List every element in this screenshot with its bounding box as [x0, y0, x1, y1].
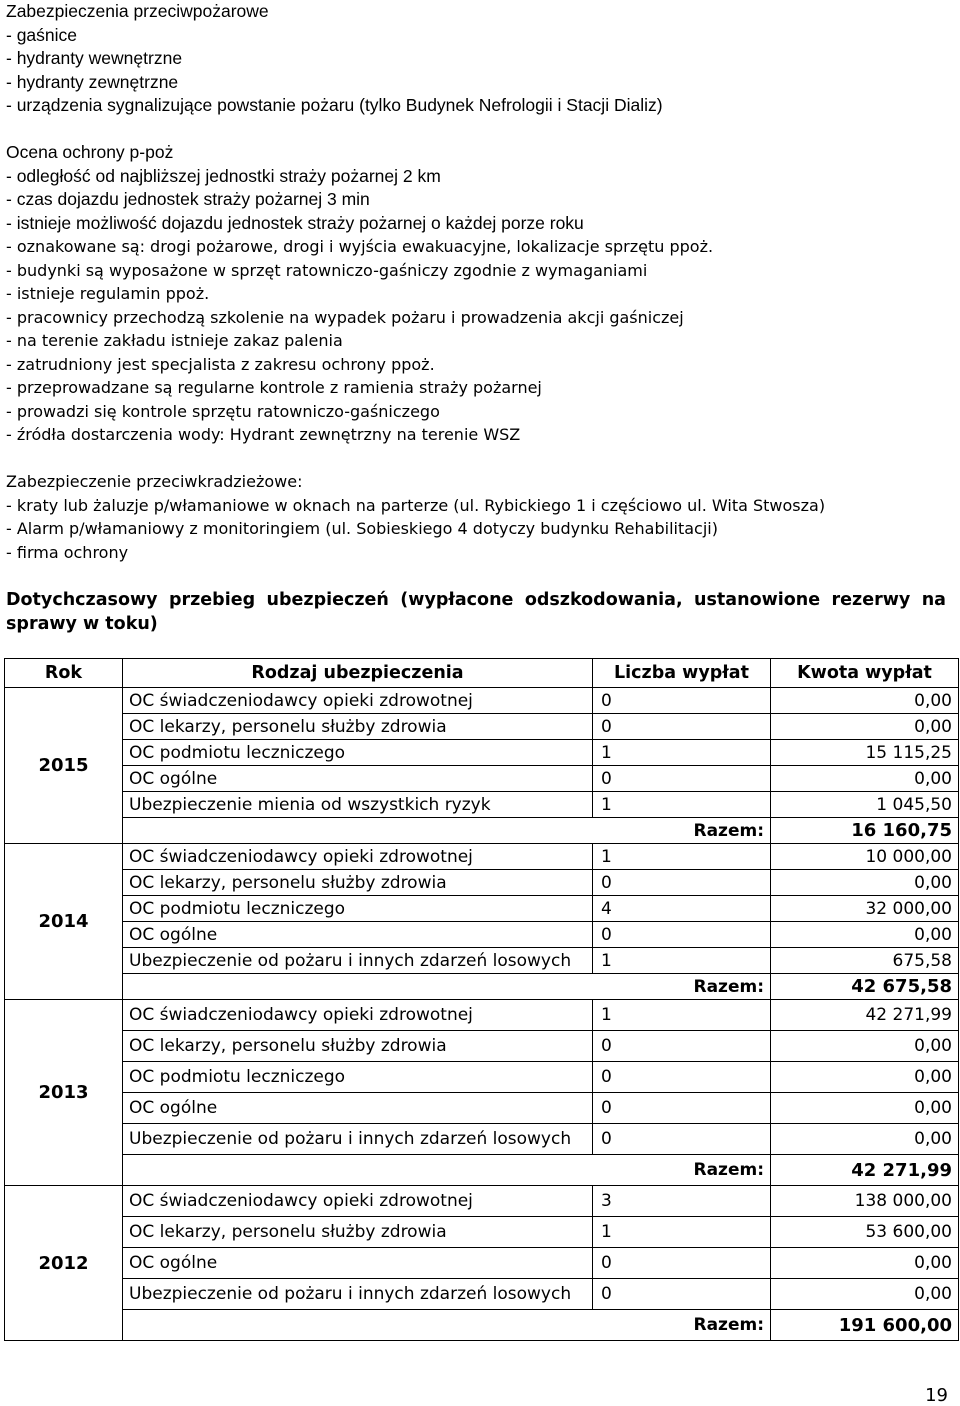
list-item: - firma ochrony	[6, 542, 129, 562]
fire-protection-list	[6, 24, 951, 118]
table-row	[5, 844, 959, 870]
payment-amount-cell: 53 600,00	[771, 1217, 959, 1248]
payment-count-cell: 0	[593, 1093, 771, 1124]
payment-count-cell: 0	[593, 1031, 771, 1062]
total-amount: 42 271,99	[771, 1155, 959, 1186]
table-header-row	[5, 659, 959, 688]
insurance-type-cell: Ubezpieczenie od pożaru i innych zdarzeń losowych	[123, 1279, 593, 1310]
list-item: - czas dojazdu jednostek straży pożarnej 3 min	[6, 189, 370, 209]
total-amount: 191 600,00	[771, 1310, 959, 1341]
payment-amount-cell: 138 000,00	[771, 1186, 959, 1217]
table-row	[5, 740, 959, 766]
total-row	[5, 1310, 959, 1341]
payment-amount-cell: 0,00	[771, 714, 959, 740]
list-item: - kraty lub żaluzje p/włamaniowe w oknach na parterze (ul. Rybickiego 1 i częściowo ul. Wita Stwosza)	[6, 495, 826, 515]
year-cell: 2013	[5, 1000, 123, 1186]
payment-count-cell: 0	[593, 1248, 771, 1279]
payment-count-cell: 3	[593, 1186, 771, 1217]
year-cell: 2015	[5, 688, 123, 844]
year-cell: 2014	[5, 844, 123, 1000]
total-row	[5, 1155, 959, 1186]
table-row	[5, 792, 959, 818]
payment-amount-cell: 0,00	[771, 1124, 959, 1155]
list-item: - istnieje możliwość dojazdu jednostek straży pożarnej o każdej porze roku	[6, 212, 584, 233]
list-item: - gaśnice	[6, 24, 78, 45]
total-label: Razem:	[123, 974, 771, 1000]
table-row	[5, 1186, 959, 1217]
table-row	[5, 1093, 959, 1124]
payment-amount-cell: 0,00	[771, 1031, 959, 1062]
table-row	[5, 1248, 959, 1279]
table-row	[5, 1279, 959, 1310]
payment-count-cell: 1	[593, 1217, 771, 1248]
table-row	[5, 1000, 959, 1031]
fire-protection-title: Zabezpieczenia przeciwpożarowe	[6, 1, 269, 21]
list-item: - hydranty zewnętrzne	[6, 71, 179, 92]
payment-count-cell: 4	[593, 896, 771, 922]
payment-count-cell: 0	[593, 688, 771, 714]
insurance-type-cell: Ubezpieczenie od pożaru i innych zdarzeń losowych	[123, 948, 593, 974]
table-row	[5, 1031, 959, 1062]
insurance-type-cell: OC ogólne	[123, 766, 593, 792]
insurance-claims-table	[4, 658, 959, 1341]
table-row	[5, 870, 959, 896]
total-amount: 16 160,75	[771, 818, 959, 844]
insurance-type-cell: OC ogólne	[123, 1248, 593, 1279]
list-item: - pracownicy przechodzą szkolenie na wypadek pożaru i prowadzenia akcji gaśniczej	[6, 307, 684, 327]
claims-table-body	[5, 688, 959, 1341]
payment-amount-cell: 32 000,00	[771, 896, 959, 922]
list-item: - budynki są wyposażone w sprzęt ratowniczo-gaśniczy zgodnie z wymaganiami	[6, 260, 648, 280]
total-label: Razem:	[123, 1155, 771, 1186]
insurance-history-heading: Dotychczasowy przebieg ubezpieczeń (wypłacone odszkodowania, ustanowione rezerwy na sprawy w toku)	[6, 590, 946, 634]
fire-assessment-title: Ocena ochrony p-poż	[6, 142, 174, 162]
payment-count-cell: 0	[593, 1062, 771, 1093]
payment-amount-cell: 0,00	[771, 688, 959, 714]
theft-protection-section	[6, 470, 951, 564]
payment-count-cell: 0	[593, 922, 771, 948]
theft-protection-title: Zabezpieczenie przeciwkradzieżowe:	[6, 472, 303, 491]
payment-amount-cell: 675,58	[771, 948, 959, 974]
list-item: - przeprowadzane są regularne kontrole z ramienia straży pożarnej	[6, 378, 542, 397]
list-item: - hydranty wewnętrzne	[6, 48, 183, 68]
payment-count-cell: 1	[593, 844, 771, 870]
total-amount: 42 675,58	[771, 974, 959, 1000]
list-item: - odległość od najbliższej jednostki straży pożarnej 2 km	[6, 165, 441, 186]
payment-count-cell: 1	[593, 948, 771, 974]
insurance-type-cell: OC lekarzy, personelu służby zdrowia	[123, 1217, 593, 1248]
insurance-type-cell: OC lekarzy, personelu służby zdrowia	[123, 1031, 593, 1062]
insurance-type-cell: OC podmiotu leczniczego	[123, 896, 593, 922]
payment-count-cell: 1	[593, 792, 771, 818]
table-row	[5, 896, 959, 922]
list-item: - istnieje regulamin ppoż.	[6, 284, 210, 303]
payment-count-cell: 1	[593, 1000, 771, 1031]
fire-assessment-list	[6, 165, 951, 447]
list-item: - Alarm p/włamaniowy z monitoringiem (ul. Sobieskiego 4 dotyczy budynku Rehabilitacji)	[6, 519, 718, 538]
payment-amount-cell: 0,00	[771, 766, 959, 792]
insurance-type-cell: OC świadczeniodawcy opieki zdrowotnej	[123, 1186, 593, 1217]
table-row	[5, 1062, 959, 1093]
list-item: - oznakowane są: drogi pożarowe, drogi i wyjścia ewakuacyjne, lokalizacje sprzętu ppoż.	[6, 237, 714, 256]
payment-count-cell: 0	[593, 714, 771, 740]
payment-amount-cell: 0,00	[771, 1062, 959, 1093]
list-item: - prowadzi się kontrole sprzętu ratowniczo-gaśniczego	[6, 401, 440, 421]
table-row	[5, 1217, 959, 1248]
insurance-type-cell: OC ogólne	[123, 1093, 593, 1124]
payment-count-cell: 0	[593, 1279, 771, 1310]
payment-count-cell: 0	[593, 1124, 771, 1155]
year-cell: 2012	[5, 1186, 123, 1341]
header-payment-count: Liczba wypłat	[593, 659, 771, 688]
payment-count-cell: 1	[593, 740, 771, 766]
payment-amount-cell: 0,00	[771, 1248, 959, 1279]
total-label: Razem:	[123, 818, 771, 844]
table-row	[5, 922, 959, 948]
payment-amount-cell: 42 271,99	[771, 1000, 959, 1031]
payment-amount-cell: 0,00	[771, 870, 959, 896]
header-payment-amount: Kwota wypłat	[771, 659, 959, 688]
fire-protection-section	[6, 0, 951, 118]
payment-count-cell: 0	[593, 870, 771, 896]
theft-protection-list	[6, 494, 951, 565]
insurance-type-cell: OC świadczeniodawcy opieki zdrowotnej	[123, 688, 593, 714]
total-label: Razem:	[123, 1310, 771, 1341]
table-row	[5, 1124, 959, 1155]
table-row	[5, 688, 959, 714]
insurance-type-cell: OC podmiotu leczniczego	[123, 1062, 593, 1093]
list-item: - zatrudniony jest specjalista z zakresu ochrony ppoż.	[6, 354, 435, 374]
header-year: Rok	[5, 659, 123, 688]
insurance-type-cell: OC świadczeniodawcy opieki zdrowotnej	[123, 844, 593, 870]
insurance-type-cell: OC lekarzy, personelu służby zdrowia	[123, 870, 593, 896]
list-item: - na terenie zakładu istnieje zakaz palenia	[6, 331, 343, 350]
payment-amount-cell: 15 115,25	[771, 740, 959, 766]
list-item: - urządzenia sygnalizujące powstanie pożaru (tylko Budynek Nefrologii i Stacji Dializ)	[6, 95, 663, 115]
insurance-type-cell: OC podmiotu leczniczego	[123, 740, 593, 766]
page-number: 19	[925, 1385, 948, 1406]
total-row	[5, 818, 959, 844]
insurance-type-cell: OC świadczeniodawcy opieki zdrowotnej	[123, 1000, 593, 1031]
table-row	[5, 948, 959, 974]
table-row	[5, 714, 959, 740]
insurance-type-cell: OC lekarzy, personelu służby zdrowia	[123, 714, 593, 740]
insurance-type-cell: Ubezpieczenie od pożaru i innych zdarzeń losowych	[123, 1124, 593, 1155]
payment-amount-cell: 0,00	[771, 1279, 959, 1310]
header-insurance-type: Rodzaj ubezpieczenia	[123, 659, 593, 688]
fire-assessment-section	[6, 141, 951, 447]
payment-count-cell: 0	[593, 766, 771, 792]
insurance-type-cell: Ubezpieczenie mienia od wszystkich ryzyk	[123, 792, 593, 818]
payment-amount-cell: 0,00	[771, 1093, 959, 1124]
payment-amount-cell: 1 045,50	[771, 792, 959, 818]
payment-amount-cell: 0,00	[771, 922, 959, 948]
insurance-type-cell: OC ogólne	[123, 922, 593, 948]
total-row	[5, 974, 959, 1000]
payment-amount-cell: 10 000,00	[771, 844, 959, 870]
table-row	[5, 766, 959, 792]
list-item: - źródła dostarczenia wody: Hydrant zewnętrzny na terenie WSZ	[6, 425, 521, 444]
